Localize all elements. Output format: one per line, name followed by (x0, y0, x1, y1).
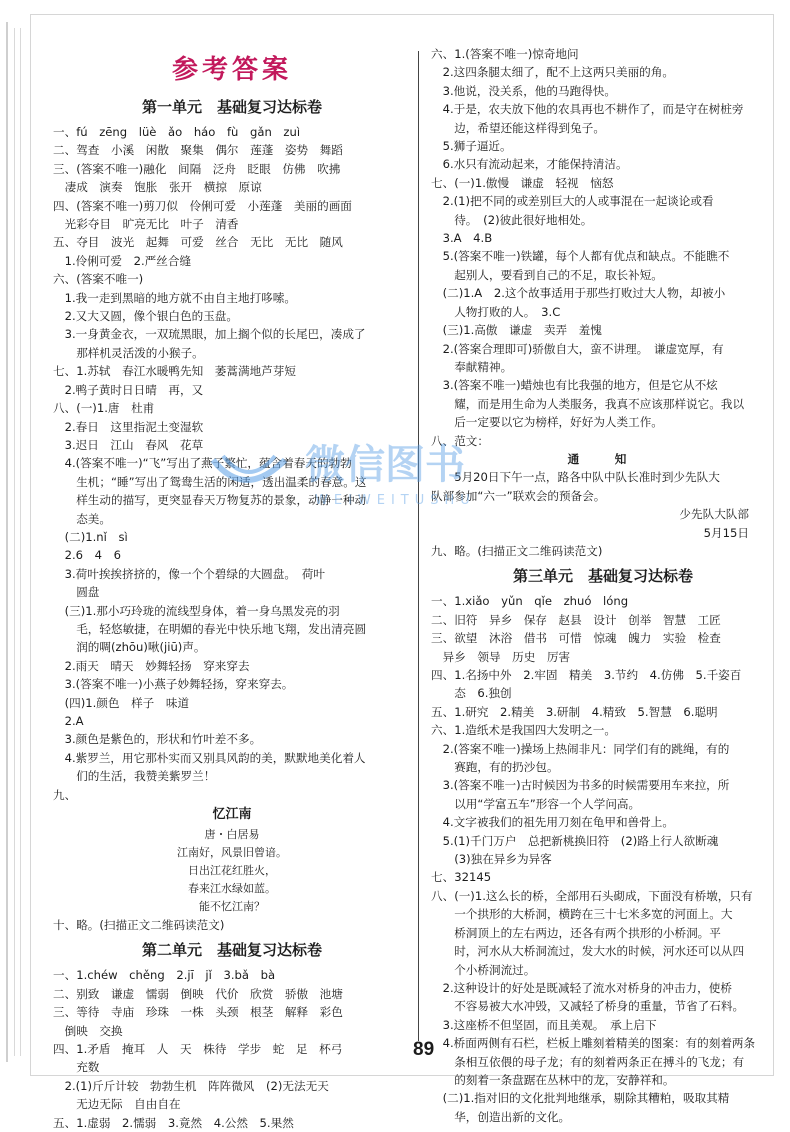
answer-line: 2.(答案合理即可)骄傲自大，蛮不讲理。 谦虚宽厚，有 (431, 341, 724, 356)
answer-line: (四)1.颜色 样子 味道 (53, 695, 190, 710)
answer-line: 赛跑，有的扔沙包。 (431, 760, 559, 775)
answer-line: 起别人，要看到自己的不足，取长补短。 (431, 267, 663, 282)
answer-page (30, 14, 774, 1130)
notice-title: 通 知 (567, 451, 639, 466)
answer-line: 耀，而是用生命为人类服务，我真不应该那样说它。我以 (431, 396, 745, 411)
answer-line: 人物打败的人。 3.C (431, 304, 561, 319)
notice-body-2: 队部参加“六一”联欢会的预备会。 (431, 488, 606, 503)
answer-line: 五、夺目 波光 起舞 可爱 丝合 无比 无比 随风 (53, 235, 343, 250)
answer-line: 2.雨天 晴天 妙舞轻扬 穿来穿去 (53, 658, 250, 673)
poem-line-1: 江南好，风景旧曾谙。 (177, 846, 287, 860)
poem-line-2: 日出江花红胜火， (188, 864, 276, 878)
answer-line: 八、(一)1.唐 杜甫 (53, 401, 155, 416)
answer-line: 4.桥面两侧有石栏，栏板上雕刻着精美的图案：有的刻着两条 (431, 1036, 756, 1051)
answer-line: 5.(答案不唯一)铁罐，每个人都有优点和缺点。不能瞧不 (431, 249, 730, 264)
unit1-answers (53, 123, 411, 786)
answer-line: 那样机灵活泼的小猴子。 (53, 345, 204, 360)
answer-line: (三)1.那小巧玲珑的流线型身体，着一身乌黑发亮的羽 (53, 603, 340, 618)
answer-line: 3.(答案不唯一)古时候因为书多的时候需要用车来拉，所 (431, 778, 730, 793)
answer-line: 二、旧符 异乡 保存 赵县 设计 创举 智慧 工匠 (431, 612, 721, 627)
answer-line: 2.(答案不唯一)操场上热闹非凡：同学们有的跳绳，有的 (431, 741, 730, 756)
answer-line: 一个拱形的大桥洞，横跨在三十七米多宽的河面上。大 (431, 907, 733, 922)
answer-line: 5.狮子逼近。 (431, 139, 512, 154)
unit2-answers-continued (431, 45, 775, 450)
unit2-title: 第二单元 基础复习达标卷 (141, 941, 322, 960)
answer-line: 态 6.独创 (431, 686, 512, 701)
unit2-answers (53, 966, 411, 1132)
poem-title: 忆江南 (212, 807, 252, 823)
page-number: 89 (413, 1039, 435, 1060)
answer-line: 一、fú zēng lüè ǎo háo fù gǎn zuì (53, 125, 301, 139)
poem-author: 唐・白居易 (204, 828, 260, 842)
answer-line: 2.6 4 6 (53, 548, 121, 563)
answer-line: 3.(答案不唯一)蜡烛也有比我强的地方，但是它从不炫 (431, 378, 718, 393)
answer-line: 六、1.(答案不唯一)惊奇地问 (431, 47, 579, 61)
page-title: 参考答案 (171, 55, 292, 85)
answer-line: 异乡 领导 历史 厉害 (431, 649, 571, 664)
answer-line: 的刻着一条盘踞在丛林中的龙，安静祥和。 (431, 1072, 675, 1087)
answer-line: 七、1.苏轼 春江水暖鸭先知 萎蒿满地芦芽短 (53, 364, 296, 379)
answer-line: 4.文字被我们的祖先用刀刻在龟甲和兽骨上。 (431, 815, 674, 830)
answer-line: 十、略。(扫描正文二维码读范文) (53, 918, 225, 933)
poem-label: 九、 (53, 787, 77, 802)
answer-line: 四、1.矛盾 掩耳 人 天 株待 学步 蛇 足 杯弓 (53, 1042, 343, 1057)
notice-date: 5月15日 (703, 525, 749, 540)
answer-line: 九、略。(扫描正文二维码读范文) (431, 543, 603, 558)
answer-line: 光彩夺目 旷亮无比 叶子 清香 (53, 217, 239, 232)
answer-line: 4.于是，农夫放下他的农具再也不耕作了，而是守在树桩旁 (431, 102, 744, 117)
poem-label-line (53, 786, 411, 804)
answer-line: (三)1.高傲 谦虚 卖弄 羞愧 (431, 323, 602, 338)
answer-line: 七、32145 (431, 870, 492, 885)
answer-line: 2.(1)把不同的或差别巨大的人或事混在一起谈论或看 (431, 194, 714, 209)
answer-line: 3.迟日 江山 春风 花草 (53, 437, 204, 452)
answer-line: 态美。 (53, 511, 111, 526)
notice-sign: 少先队大队部 (679, 507, 749, 522)
answer-line: 二、驾查 小溪 闲散 聚集 偶尔 莲蓬 姿势 舞蹈 (53, 143, 343, 158)
answer-line: 5.(1)千门万户 总把新桃换旧符 (2)路上行人欲断魂 (431, 833, 719, 848)
answer-line: (二)1.A 2.这个故事适用于那些打败过大人物，却被小 (431, 286, 726, 301)
answer-line: (二)1.指对旧的文化批判地继承，剔除其糟粕，吸取其精 (431, 1091, 730, 1106)
answer-line: 六、1.造纸术是我国四大发明之一。 (431, 723, 616, 738)
answer-line: 3.这座桥不但坚固，而且美观。 承上启下 (431, 1017, 657, 1032)
answer-line: 四、1.名扬中外 2.牢固 精美 3.节约 4.仿佛 5.千姿百 (431, 668, 742, 682)
answer-line: 八、(一)1.这么长的桥，全部用石头砌成，下面没有桥墩，只有 (431, 888, 753, 903)
answer-line: 无边无际 自由自在 (53, 1097, 181, 1112)
answer-line: (二)1.nǐ sì (53, 529, 128, 544)
answer-line: 五、1.研究 2.精美 3.研制 4.精致 5.智慧 6.聪明 (431, 704, 718, 719)
answer-line: 凄成 演奏 饱胀 张开 横掠 原谅 (53, 180, 262, 195)
poem-line-3: 春来江水绿如蓝。 (188, 882, 276, 896)
answer-line: 七、(一)1.傲慢 谦虚 轻视 恼怒 (431, 175, 614, 190)
answer-line: 2.又大又圆，像个银白色的玉盘。 (53, 309, 238, 324)
unit1-title: 第一单元 基础复习达标卷 (141, 98, 322, 116)
answer-line: 2.这种设计的好处是既减轻了流水对桥身的冲击力，使桥 (431, 980, 732, 995)
answer-line: 奉献精神。 (431, 359, 513, 374)
unit1-tail (53, 916, 411, 934)
answer-line: 五、1.虚弱 2.懦弱 3.竟然 4.公然 5.果然 (53, 1115, 294, 1130)
answer-line: 2.鸭子黄时日日晴 再，又 (53, 382, 204, 397)
answer-line: 时，河水从大桥洞流过，发大水的时候，河水还可以从四 (431, 944, 745, 959)
answer-line: 六、(答案不唯一) (53, 272, 144, 287)
answer-line: 一、1.chéw chěng 2.jī jǐ 3.bǎ bà (53, 968, 276, 983)
answer-line: 待。 (2)彼此很好地相处。 (431, 212, 593, 227)
answer-line: 1.伶俐可爱 2.严丝合缝 (53, 253, 192, 268)
answer-line: 3.荷叶挨挨挤挤的，像一个个碧绿的大圆盘。 荷叶 (53, 566, 325, 581)
answer-line: 3.A 4.B (431, 231, 493, 246)
answer-line: 圆盘 (53, 585, 100, 600)
answer-line: 八、范文： (431, 433, 489, 448)
answer-line: 个小桥洞流过。 (431, 962, 536, 977)
watermark-latin: WEIWEITUSHU (315, 493, 476, 508)
column-divider (418, 51, 419, 1041)
answer-line: 3.一身黄金衣，一双琉黑眼，加上搁个似的长尾巴，凑成了 (53, 327, 366, 342)
answer-line: 后一定要以它为榜样，好好为人类工作。 (431, 415, 663, 430)
answer-line: 华，创造出新的文化。 (431, 1109, 571, 1124)
right-column (431, 45, 775, 1126)
answer-line: 二、别致 谦虚 懦弱 倒映 代价 欣赏 骄傲 池塘 (53, 986, 343, 1001)
answer-line: 三、(答案不唯一)融化 间隔 泛舟 眨眼 仿佛 吹拂 (53, 161, 341, 176)
answer-line: 不容易被大水冲毁，又减轻了桥身的重量，节省了石料。 (431, 999, 745, 1014)
answer-line: 充数 (53, 1060, 100, 1075)
answer-line: 样生动的描写，更突显春天万物复苏的景象，动静一种动 (53, 493, 367, 508)
answer-line: 2.春日 这里指泥土变湿软 (53, 419, 204, 434)
answer-line: 3.(答案不唯一)小燕子妙舞轻扬，穿来穿去。 (53, 677, 294, 692)
answer-line: 3.颜色是紫色的，形状和竹叶差不多。 (53, 732, 262, 747)
answer-line: 1.我一走到黑暗的地方就不由自主地打哆嗦。 (53, 290, 296, 305)
unit3-answers (431, 592, 775, 1126)
answer-line: 四、(答案不唯一)剪刀似 伶俐可爱 小莲蓬 美丽的画面 (53, 198, 352, 213)
answer-line: 一、1.xiǎo yǔn qǐe zhuó lóng (431, 594, 629, 609)
answer-line: 三、欲望 沐浴 借书 可惜 惊魂 魄力 实验 检查 (431, 631, 721, 646)
answer-line: 生机；“睡”写出了鸳鸯生活的闲适，透出温柔的春意。这 (53, 474, 367, 489)
answer-line: 边，希望还能这样得到兔子。 (431, 120, 605, 135)
unit2-tail (431, 542, 775, 560)
answer-line: (3)独在异乡为异客 (431, 852, 552, 867)
poem-line-4: 能不忆江南？ (199, 900, 265, 914)
watermark-text: 微信图书 (305, 442, 465, 488)
answer-line: 条相互依偎的母子龙；有的刻着两条正在搏斗的飞龙；有 (431, 1054, 745, 1069)
answer-line: 桥洞顶上的左右两边，还各有两个拱形的小桥洞。平 (431, 925, 721, 940)
left-column (53, 45, 411, 1132)
answer-line: 以用“学富五车”形容一个人学问高。 (431, 796, 641, 811)
answer-line: 4.(答案不唯一)“飞”写出了燕子繁忙，蕴含着春天的勃勃 (53, 456, 352, 471)
answer-line: 倒映 交换 (53, 1023, 123, 1038)
notice-body-1: 5月20日下午一点，路各中队中队长准时到少先队大 (431, 470, 720, 485)
answer-line: 4.紫罗兰，用它那朴实而又别具风韵的美，默默地美化着人 (53, 750, 366, 765)
answer-line: 三、等待 寺庙 珍珠 一株 头颈 根茎 解释 彩色 (53, 1005, 343, 1020)
answer-line: 2.(1)斤斤计较 勃勃生机 阵阵微风 (2)无法无天 (53, 1078, 329, 1093)
answer-line: 6.水只有流动起来，才能保持清洁。 (431, 157, 628, 172)
answer-line: 3.他说，没关系，他的马跑得快。 (431, 83, 616, 98)
answer-line: 们的生活，我赞美紫罗兰！ (53, 769, 216, 784)
unit3-title: 第三单元 基础复习达标卷 (512, 567, 693, 586)
answer-line: 毛，轻悠敏捷，在明媚的春光中快乐地飞翔，发出清亮圆 (53, 621, 367, 636)
answer-line: 2.这四条腿太细了，配不上这两只美丽的角。 (431, 65, 674, 80)
answer-line: 润的啁(zhōu)啾(jiū)声。 (53, 640, 206, 655)
answer-line: 2.A (53, 714, 84, 728)
